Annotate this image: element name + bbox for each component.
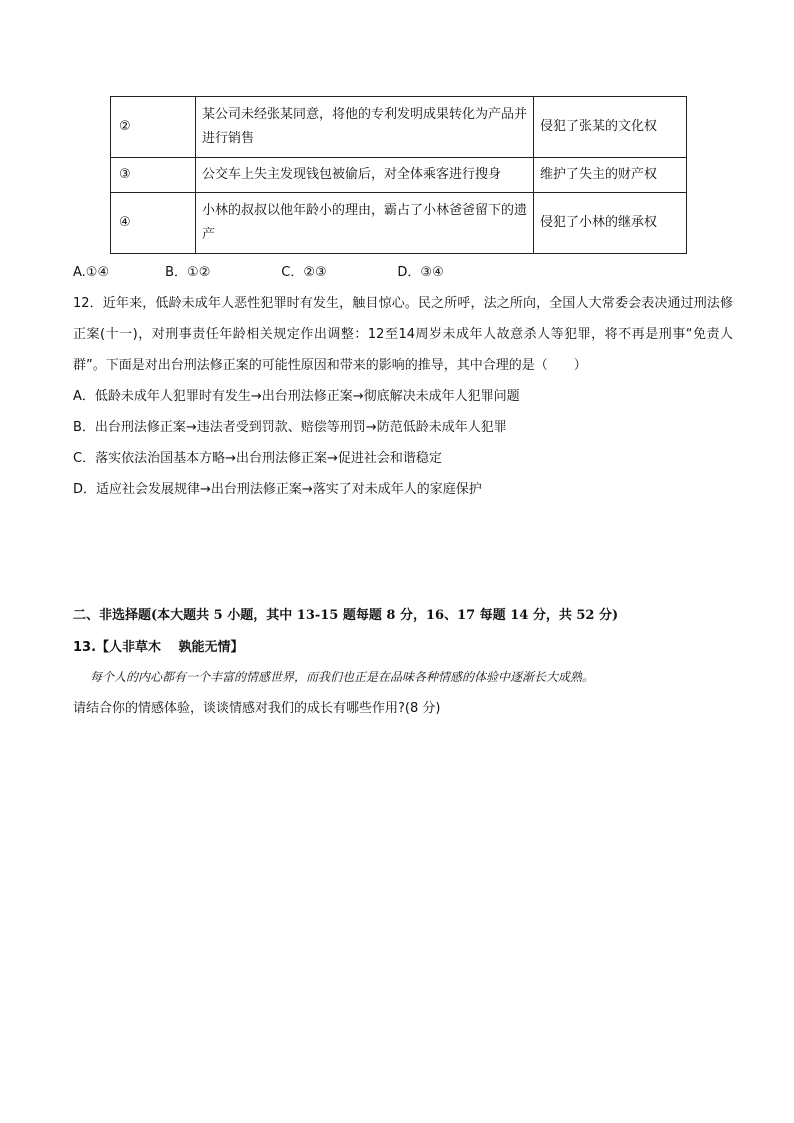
option-c: C．落实依法治国基本方略→出台刑法修正案→促进社会和谐稳定 bbox=[73, 451, 442, 466]
option-b: B．出台刑法修正案→违法者受到罚款、赔偿等刑罚→防范低龄未成年人犯罪 bbox=[73, 420, 507, 435]
question-12 bbox=[73, 288, 733, 505]
row-result: 侵犯了小林的继承权 bbox=[534, 193, 687, 254]
option-a: A.①④ bbox=[73, 265, 110, 280]
row-number: ③ bbox=[111, 158, 196, 193]
row-result: 侵犯了张某的文化权 bbox=[534, 97, 687, 158]
row-number: ② bbox=[111, 97, 196, 158]
row-content: 小林的叔叔以他年龄小的理由，霸占了小林爸爸留下的遗产 bbox=[196, 193, 534, 254]
option-d: D．适应社会发展规律→出台刑法修正案→落实了对未成年人的家庭保护 bbox=[73, 482, 482, 497]
row-content: 公交车上失主发现钱包被偷后，对全体乘客进行搜身 bbox=[196, 158, 534, 193]
option-d: D．③④ bbox=[397, 265, 444, 280]
question-title: 13.【人非草木 孰能无情】 bbox=[73, 640, 244, 655]
material-text: 每个人的内心都有一个丰富的情感世界，而我们也正是在品味各种情感的体验中逐渐长大成熟。 bbox=[90, 670, 595, 684]
option-a: A．低龄未成年人犯罪时有发生→出台刑法修正案→彻底解决未成年人犯罪问题 bbox=[73, 389, 520, 404]
question-prompt: 请结合你的情感体验，谈谈情感对我们的成长有哪些作用?(8 分) bbox=[73, 701, 441, 716]
option-c: C．②③ bbox=[281, 265, 327, 280]
table-row bbox=[111, 193, 687, 254]
q11-options bbox=[73, 261, 444, 280]
option-b: B．①② bbox=[165, 265, 211, 280]
row-number: ④ bbox=[111, 193, 196, 254]
section-heading: 二、非选择题(本大题共 5 小题，其中 13-15 题每题 8 分，16、17 每题 14 分，共 52 分) bbox=[73, 608, 619, 623]
table-row bbox=[111, 97, 687, 158]
row-result: 维护了失主的财产权 bbox=[534, 158, 687, 193]
rights-table bbox=[110, 96, 687, 254]
row-content: 某公司未经张某同意，将他的专利发明成果转化为产品并进行销售 bbox=[196, 97, 534, 158]
question-stem: 12．近年来，低龄未成年人恶性犯罪时有发生，触目惊心。民之所呼，法之所向，全国人大常委会表决通过刑法修正案(十一)，对刑事责任年龄相关规定作出调整：12至14周岁未成年人故意杀人等犯罪，将不再是刑事“免责人群”。下面是对出台刑法修正案的可能性原因和带来的影响的推导，其中合理的是（ ） bbox=[73, 296, 733, 373]
table-row bbox=[111, 158, 687, 193]
